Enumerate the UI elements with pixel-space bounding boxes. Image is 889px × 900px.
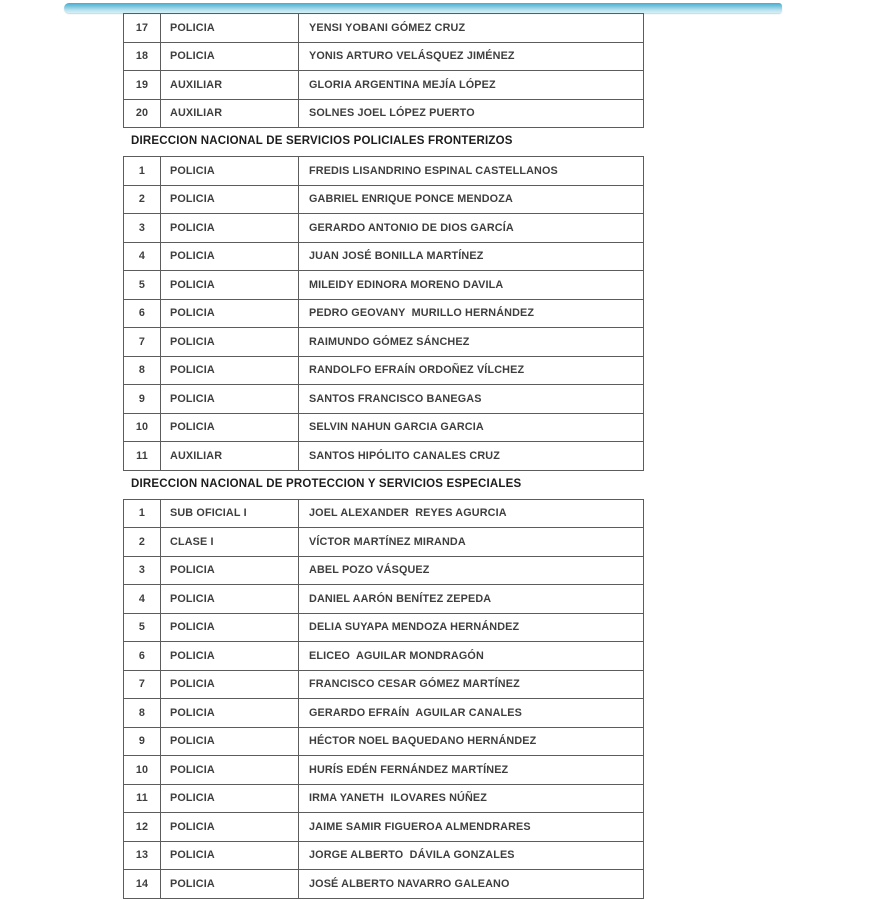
- rank-cell: POLICIA: [161, 784, 299, 813]
- rank-cell: POLICIA: [161, 356, 299, 385]
- row-number-cell: 6: [124, 299, 161, 328]
- rank-cell: POLICIA: [161, 328, 299, 357]
- table-row: [124, 442, 644, 471]
- row-number-cell: 5: [124, 613, 161, 642]
- roster-table-body: [124, 157, 644, 471]
- name-cell: FREDIS LISANDRINO ESPINAL CASTELLANOS: [299, 157, 644, 186]
- name-cell: YENSI YOBANI GÓMEZ CRUZ: [299, 14, 644, 43]
- table-row: [124, 642, 644, 671]
- top-divider-bar: [64, 3, 782, 13]
- rank-cell: POLICIA: [161, 214, 299, 243]
- table-row: [124, 670, 644, 699]
- row-number-cell: 5: [124, 271, 161, 300]
- rank-cell: POLICIA: [161, 185, 299, 214]
- rank-cell: POLICIA: [161, 413, 299, 442]
- roster-table-body: [124, 499, 644, 898]
- row-number-cell: 8: [124, 699, 161, 728]
- table-row: [124, 14, 644, 43]
- rank-cell: POLICIA: [161, 14, 299, 43]
- rank-cell: POLICIA: [161, 385, 299, 414]
- name-cell: JUAN JOSÉ BONILLA MARTÍNEZ: [299, 242, 644, 271]
- row-number-cell: 9: [124, 727, 161, 756]
- section-heading: DIRECCION NACIONAL DE SERVICIOS POLICIALES FRONTERIZOS: [131, 135, 513, 147]
- name-cell: ELICEO AGUILAR MONDRAGÓN: [299, 642, 644, 671]
- name-cell: ABEL POZO VÁSQUEZ: [299, 556, 644, 585]
- name-cell: DANIEL AARÓN BENÍTEZ ZEPEDA: [299, 585, 644, 614]
- row-number-cell: 20: [124, 99, 161, 128]
- row-number-cell: 7: [124, 328, 161, 357]
- rank-cell: POLICIA: [161, 613, 299, 642]
- table-row: [124, 499, 644, 528]
- name-cell: SANTOS HIPÓLITO CANALES CRUZ: [299, 442, 644, 471]
- row-number-cell: 3: [124, 214, 161, 243]
- table-row: [124, 185, 644, 214]
- roster-section: [123, 477, 643, 899]
- row-number-cell: 8: [124, 356, 161, 385]
- name-cell: DELIA SUYAPA MENDOZA HERNÁNDEZ: [299, 613, 644, 642]
- rank-cell: POLICIA: [161, 841, 299, 870]
- table-row: [124, 356, 644, 385]
- row-number-cell: 7: [124, 670, 161, 699]
- rank-cell: POLICIA: [161, 556, 299, 585]
- name-cell: VÍCTOR MARTÍNEZ MIRANDA: [299, 528, 644, 557]
- table-row: [124, 528, 644, 557]
- name-cell: GERARDO EFRAÍN AGUILAR CANALES: [299, 699, 644, 728]
- name-cell: GLORIA ARGENTINA MEJÍA LÓPEZ: [299, 71, 644, 100]
- name-cell: RANDOLFO EFRAÍN ORDOÑEZ VÍLCHEZ: [299, 356, 644, 385]
- row-number-cell: 10: [124, 413, 161, 442]
- name-cell: JOSÉ ALBERTO NAVARRO GALEANO: [299, 870, 644, 899]
- rank-cell: POLICIA: [161, 242, 299, 271]
- roster-section: [123, 13, 643, 128]
- table-row: [124, 556, 644, 585]
- rank-cell: POLICIA: [161, 42, 299, 71]
- table-row: [124, 271, 644, 300]
- row-number-cell: 2: [124, 528, 161, 557]
- row-number-cell: 13: [124, 841, 161, 870]
- table-row: [124, 71, 644, 100]
- roster-table: [123, 499, 644, 899]
- rank-cell: POLICIA: [161, 642, 299, 671]
- row-number-cell: 11: [124, 442, 161, 471]
- table-row: [124, 613, 644, 642]
- name-cell: HURÍS EDÉN FERNÁNDEZ MARTÍNEZ: [299, 756, 644, 785]
- table-row: [124, 157, 644, 186]
- rank-cell: POLICIA: [161, 299, 299, 328]
- roster-table: [123, 156, 644, 471]
- rank-cell: AUXILIAR: [161, 442, 299, 471]
- row-number-cell: 18: [124, 42, 161, 71]
- row-number-cell: 1: [124, 499, 161, 528]
- table-row: [124, 813, 644, 842]
- row-number-cell: 6: [124, 642, 161, 671]
- name-cell: YONIS ARTURO VELÁSQUEZ JIMÉNEZ: [299, 42, 644, 71]
- table-row: [124, 328, 644, 357]
- table-row: [124, 870, 644, 899]
- row-number-cell: 11: [124, 784, 161, 813]
- rank-cell: POLICIA: [161, 271, 299, 300]
- table-row: [124, 784, 644, 813]
- row-number-cell: 1: [124, 157, 161, 186]
- row-number-cell: 9: [124, 385, 161, 414]
- row-number-cell: 2: [124, 185, 161, 214]
- name-cell: JORGE ALBERTO DÁVILA GONZALES: [299, 841, 644, 870]
- table-row: [124, 299, 644, 328]
- rank-cell: POLICIA: [161, 670, 299, 699]
- roster-section: [123, 134, 643, 471]
- table-row: [124, 42, 644, 71]
- table-row: [124, 413, 644, 442]
- table-row: [124, 214, 644, 243]
- roster-table: [123, 13, 644, 128]
- table-row: [124, 756, 644, 785]
- row-number-cell: 4: [124, 242, 161, 271]
- name-cell: JOEL ALEXANDER REYES AGURCIA: [299, 499, 644, 528]
- rank-cell: POLICIA: [161, 727, 299, 756]
- rank-cell: POLICIA: [161, 756, 299, 785]
- table-row: [124, 727, 644, 756]
- rank-cell: AUXILIAR: [161, 71, 299, 100]
- table-row: [124, 699, 644, 728]
- table-row: [124, 242, 644, 271]
- rank-cell: CLASE I: [161, 528, 299, 557]
- row-number-cell: 3: [124, 556, 161, 585]
- table-row: [124, 385, 644, 414]
- name-cell: GABRIEL ENRIQUE PONCE MENDOZA: [299, 185, 644, 214]
- row-number-cell: 10: [124, 756, 161, 785]
- rank-cell: POLICIA: [161, 585, 299, 614]
- row-number-cell: 12: [124, 813, 161, 842]
- section-heading: DIRECCION NACIONAL DE PROTECCION Y SERVICIOS ESPECIALES: [131, 477, 522, 490]
- name-cell: SELVIN NAHUN GARCIA GARCIA: [299, 413, 644, 442]
- row-number-cell: 17: [124, 14, 161, 43]
- rank-cell: POLICIA: [161, 157, 299, 186]
- rank-cell: SUB OFICIAL I: [161, 499, 299, 528]
- name-cell: IRMA YANETH ILOVARES NÚÑEZ: [299, 784, 644, 813]
- name-cell: HÉCTOR NOEL BAQUEDANO HERNÁNDEZ: [299, 727, 644, 756]
- name-cell: GERARDO ANTONIO DE DIOS GARCÍA: [299, 214, 644, 243]
- rank-cell: POLICIA: [161, 699, 299, 728]
- rank-cell: AUXILIAR: [161, 99, 299, 128]
- row-number-cell: 19: [124, 71, 161, 100]
- rank-cell: POLICIA: [161, 813, 299, 842]
- roster-tables-container: [123, 13, 643, 899]
- row-number-cell: 4: [124, 585, 161, 614]
- table-row: [124, 841, 644, 870]
- roster-table-body: [124, 14, 644, 128]
- name-cell: PEDRO GEOVANY MURILLO HERNÁNDEZ: [299, 299, 644, 328]
- table-row: [124, 585, 644, 614]
- name-cell: SANTOS FRANCISCO BANEGAS: [299, 385, 644, 414]
- name-cell: JAIME SAMIR FIGUEROA ALMENDRARES: [299, 813, 644, 842]
- table-row: [124, 99, 644, 128]
- name-cell: MILEIDY EDINORA MORENO DAVILA: [299, 271, 644, 300]
- rank-cell: POLICIA: [161, 870, 299, 899]
- row-number-cell: 14: [124, 870, 161, 899]
- name-cell: RAIMUNDO GÓMEZ SÁNCHEZ: [299, 328, 644, 357]
- name-cell: FRANCISCO CESAR GÓMEZ MARTÍNEZ: [299, 670, 644, 699]
- name-cell: SOLNES JOEL LÓPEZ PUERTO: [299, 99, 644, 128]
